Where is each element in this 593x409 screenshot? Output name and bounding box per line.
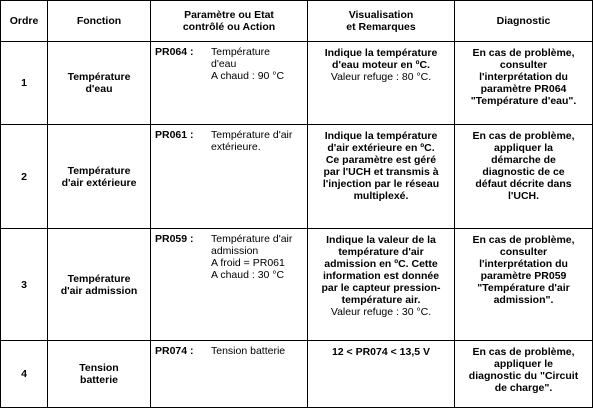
diagnostic-line: paramètre PR064 [480, 83, 567, 95]
diagnostic-line: diagnostic de ce [482, 166, 565, 179]
diagnostic-line: l'UCH. [507, 190, 540, 203]
cell-fonction [48, 229, 151, 341]
cell-diagnostic [455, 229, 593, 341]
cell-visualisation [308, 125, 455, 229]
parameter-description [211, 233, 304, 281]
fonction-line: Température [67, 71, 131, 84]
cell-ordre: 2 [1, 125, 48, 229]
visualisation-line: information est donnée [322, 270, 440, 283]
fonction-line: Température [67, 272, 131, 285]
cell-parametre [151, 42, 308, 125]
parameter-code: PR064 : [155, 46, 194, 58]
parameter-line: d'eau [211, 58, 237, 70]
diagnostic-line: En cas de problème, [472, 234, 575, 247]
header-parametre-line: contrôlé ou Action [182, 21, 276, 33]
visualisation-line: Ce paramètre est géré [325, 154, 437, 167]
cell-parametre [151, 125, 308, 229]
diagnostic-line: En cas de problème, [472, 47, 575, 59]
table-row [1, 229, 593, 341]
visualisation-line: Indique la valeur de la [326, 234, 436, 247]
cell-diagnostic [455, 42, 593, 125]
cell-visualisation [308, 229, 455, 341]
cell-parametre [151, 341, 308, 408]
diagnostic-line: de charge". [494, 382, 553, 395]
cell-ordre: 3 [1, 229, 48, 341]
cell-parametre [151, 229, 308, 341]
cell-diagnostic [455, 341, 593, 408]
header-visualisation-line: et Remarques [346, 21, 416, 33]
parameter-line: extérieure. [211, 141, 261, 154]
diagnostic-line: diagnostic du "Circuit [468, 370, 579, 383]
parameter-line: Tension batterie [211, 345, 286, 358]
fonction-line: d'air admission [60, 284, 138, 297]
visualisation-line: par l'UCH et transmis à [323, 166, 439, 179]
parameter-line: Température d'air [211, 129, 293, 142]
diagnostic-line: consulter [499, 59, 548, 71]
header-diagnostic: Diagnostic [455, 1, 593, 42]
diagnostic-line: défaut décrite dans [475, 178, 572, 191]
diagnostic-line: l'interprétation du [479, 71, 568, 83]
cell-diagnostic [455, 125, 593, 229]
diagnostic-line: admission". [493, 294, 554, 307]
parameter-description [211, 345, 304, 357]
parameter-code: PR074 : [155, 345, 194, 358]
cell-visualisation [308, 42, 455, 125]
visualisation-note: Valeur refuge : 80 °C. [330, 71, 432, 83]
fonction-line: d'eau [85, 83, 113, 96]
visualisation-line: 12 < PR074 < 13,5 V [331, 346, 431, 359]
parameter-line: A chaud : 90 °C [211, 70, 285, 82]
diagnostic-line: l'interprétation du [479, 258, 568, 271]
diagnostic-line: consulter [499, 246, 548, 259]
diagnostic-line: paramètre PR059 [480, 270, 567, 283]
diagnostic-line: En cas de problème, [472, 346, 575, 359]
parameter-line: Température d'air [211, 233, 293, 246]
visualisation-line: multiplexé. [353, 190, 409, 203]
parameter-description [211, 129, 304, 153]
cell-ordre: 4 [1, 341, 48, 408]
visualisation-line: d'eau moteur en ºC. [332, 59, 430, 71]
cell-fonction [48, 42, 151, 125]
visualisation-line: par le capteur pression- [321, 282, 441, 295]
cell-fonction [48, 341, 151, 408]
parameter-line: Température [211, 46, 270, 58]
diagnostic-line: "Température d'eau". [470, 95, 577, 107]
header-ordre: Ordre [1, 1, 48, 42]
table-row [1, 125, 593, 229]
diagnostic-line: appliquer la [494, 142, 553, 155]
cell-fonction [48, 125, 151, 229]
visualisation-line: Indique la température [324, 130, 438, 143]
parameter-line: A chaud : 30 °C [211, 269, 285, 282]
fonction-line: d'air extérieure [61, 176, 137, 189]
cell-visualisation [308, 341, 455, 408]
diagnostic-line: appliquer le [494, 358, 553, 371]
visualisation-line: température air. [341, 294, 421, 307]
visualisation-line: l'injection par le réseau [322, 178, 440, 191]
table-row [1, 341, 593, 408]
parameter-code: PR061 : [155, 129, 194, 142]
header-parametre [151, 1, 308, 42]
visualisation-line: température d'air [338, 246, 424, 259]
visualisation-line: admission en ºC. Cette [324, 258, 438, 271]
visualisation-note: Valeur refuge : 30 °C. [330, 306, 432, 319]
fonction-line: batterie [80, 374, 118, 387]
parameter-description [211, 46, 304, 82]
header-visualisation-line: Visualisation [348, 9, 414, 21]
header-row [1, 1, 593, 42]
diagnostic-line: En cas de problème, [472, 130, 575, 143]
fonction-line: Température [67, 164, 131, 177]
parameter-code: PR059 : [155, 233, 194, 246]
header-visualisation [308, 1, 455, 42]
fonction-line: Tension [79, 362, 119, 375]
visualisation-line: d'air extérieure en ºC. [327, 142, 435, 155]
parameter-line: A froid = PR061 [211, 257, 285, 270]
visualisation-line: Indique la température [324, 47, 438, 59]
diagnostic-line: démarche de [491, 154, 556, 167]
header-parametre-line: Paramètre ou Etat [184, 9, 274, 21]
cell-ordre: 1 [1, 42, 48, 125]
parameter-line: admission [211, 245, 259, 258]
header-fonction: Fonction [48, 1, 151, 42]
diagnostic-line: "Température d'air [477, 282, 570, 295]
table-row [1, 42, 593, 125]
